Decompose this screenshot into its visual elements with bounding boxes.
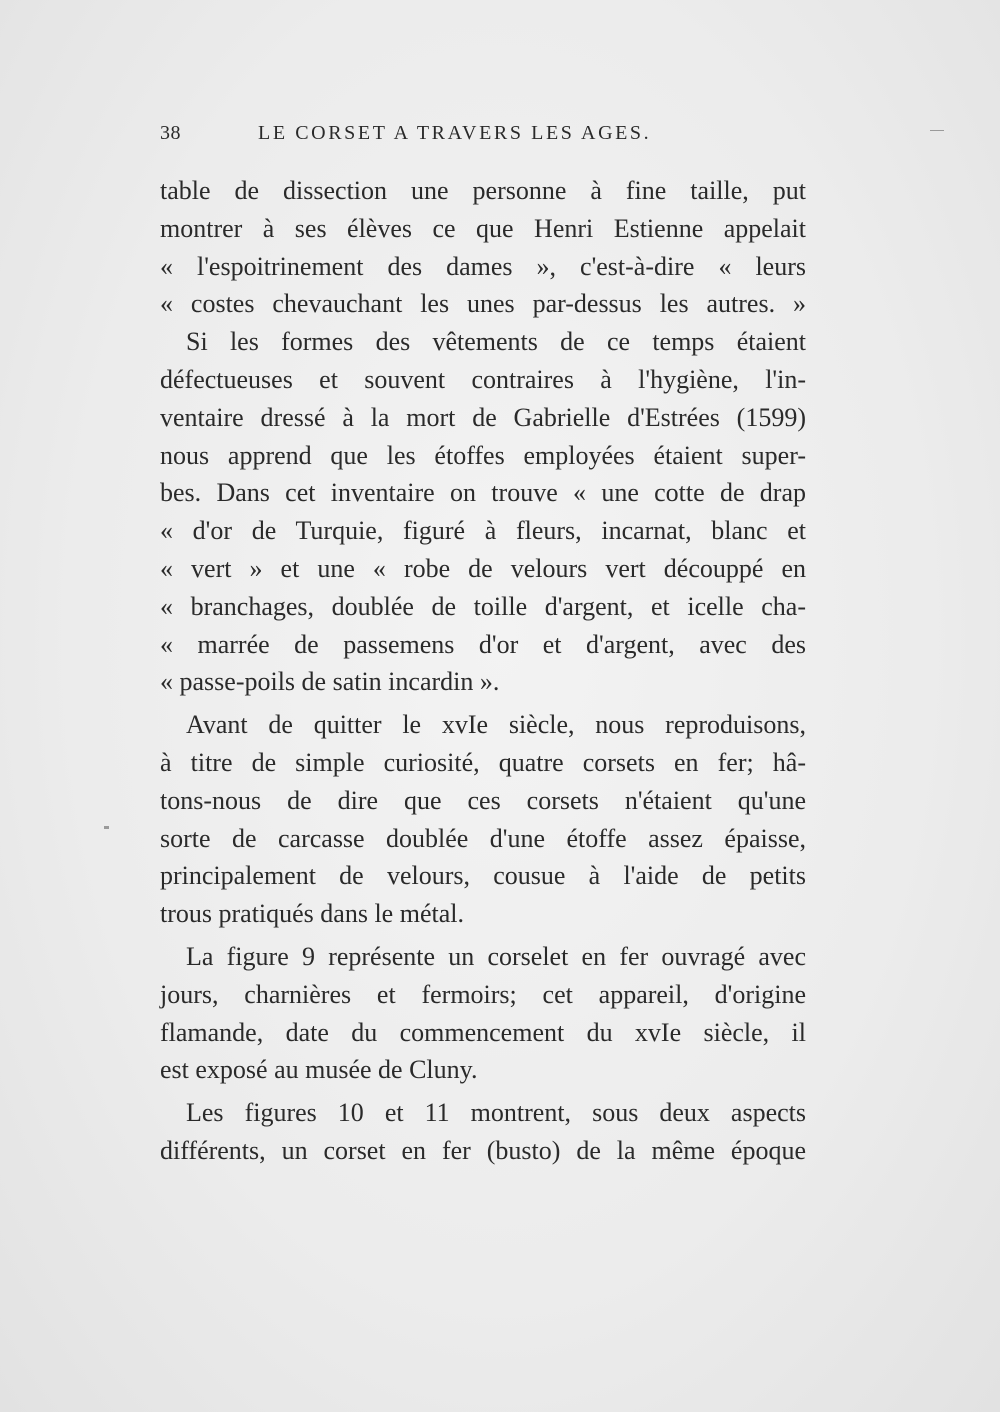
paragraph-1 — [160, 172, 806, 323]
text-line: flamande, date du commencement du xvIe siècle, il — [160, 1017, 806, 1047]
text-line: « l'espoitrinement des dames », c'est-à-dire « leurs — [160, 251, 806, 281]
text-line: table de dissection une personne à fine taille, put — [160, 176, 806, 205]
text-line: Les figures 10 et 11 montrent, sous deux aspects — [186, 1098, 806, 1128]
page-speck — [930, 130, 944, 131]
paragraph-4 — [160, 938, 806, 1089]
text-line: Si les formes des vêtements de ce temps étaient — [186, 327, 806, 357]
text-line: bes. Dans cet inventaire on trouve « une cotte de drap — [160, 478, 806, 508]
text-line: différents, un corset en fer (busto) de la même époque — [160, 1135, 806, 1165]
text-line: « costes chevauchant les unes par-dessus les autres. » — [160, 289, 806, 319]
text-line: tons-nous de dire que ces corsets n'étaient qu'une — [160, 785, 806, 815]
text-line: à titre de simple curiosité, quatre corsets en fer; hâ- — [160, 747, 806, 777]
text-line: « passe-poils de satin incardin ». — [160, 667, 500, 697]
text-line: « vert » et une « robe de velours vert découppé en — [160, 553, 806, 583]
text-line: « branchages, doublée de toille d'argent, et icelle cha- — [160, 591, 806, 621]
paragraph-3 — [160, 706, 806, 933]
text-line: trous pratiqués dans le métal. — [160, 899, 464, 929]
text-line: principalement de velours, cousue à l'aide de petits — [160, 861, 806, 891]
text-line: sorte de carcasse doublée d'une étoffe assez épaisse, — [160, 823, 806, 853]
running-title: LE CORSET A TRAVERS LES AGES. — [258, 122, 652, 144]
running-head — [160, 120, 720, 154]
text-line: « d'or de Turquie, figuré à fleurs, incarnat, blanc et — [160, 516, 806, 546]
page-speck — [104, 826, 109, 829]
text-line: La figure 9 représente un corselet en fer ouvragé avec — [186, 941, 806, 971]
paragraph-2 — [160, 323, 806, 701]
paragraph-5 — [160, 1094, 806, 1170]
text-line: ventaire dressé à la mort de Gabrielle d'Estrées (1599) — [160, 402, 806, 432]
body-text — [160, 172, 806, 1170]
text-line: « marrée de passemens d'or et d'argent, avec des — [160, 629, 806, 659]
text-line: est exposé au musée de Cluny. — [160, 1055, 478, 1085]
text-line: jours, charnières et fermoirs; cet appareil, d'origine — [160, 979, 806, 1009]
text-line: Avant de quitter le xvIe siècle, nous reproduisons, — [186, 710, 806, 740]
text-line: nous apprend que les étoffes employées étaient super- — [160, 440, 806, 470]
page-number: 38 — [160, 122, 181, 144]
text-line: défectueuses et souvent contraires à l'hygiène, l'in- — [160, 364, 806, 394]
text-line: montrer à ses élèves ce que Henri Estienne appelait — [160, 213, 806, 243]
